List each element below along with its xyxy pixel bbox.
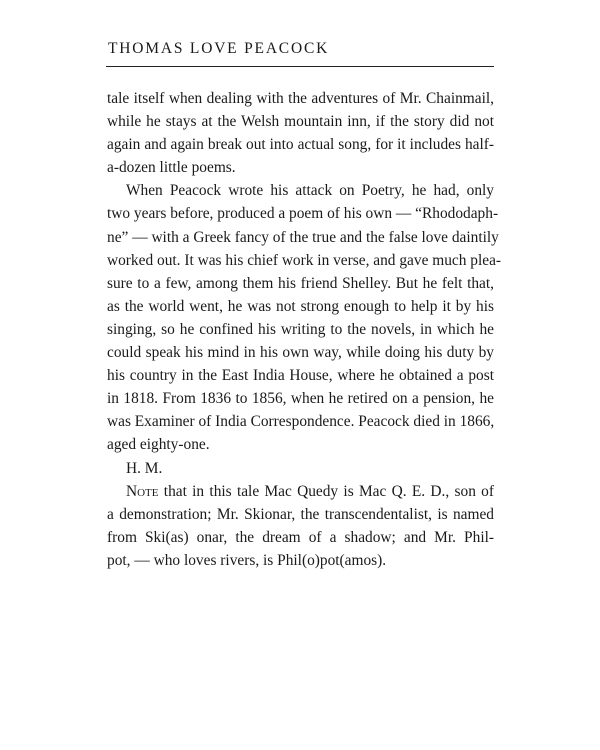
text-line: tale itself when dealing with the adventures of Mr. Chainmail,	[107, 90, 494, 107]
text-line: singing, so he confined his writing to the novels, in which he	[107, 320, 494, 338]
text-line: could speak his mind in his own way, while doing his duty by	[107, 344, 494, 362]
signature-initials: H. M.	[126, 459, 163, 477]
text-line: aged eighty-one.	[107, 436, 210, 454]
header-rule	[106, 66, 494, 67]
text-line: a-dozen little poems.	[107, 159, 236, 177]
running-head: THOMAS LOVE PEACOCK	[108, 40, 330, 57]
text-line: his country in the East India House, where he obtained a post	[107, 367, 494, 385]
text-line: ne” — with a Greek fancy of the true and the false love daintily	[107, 228, 499, 246]
text-line: a demonstration; Mr. Skionar, the transcendentalist, is named	[107, 505, 494, 523]
text-line: When Peacock wrote his attack on Poetry, he had, only	[126, 182, 494, 200]
body-text	[107, 87, 502, 572]
text-line: pot, — who loves rivers, is Phil(o)pot(amos).	[107, 551, 387, 569]
text-line: in 1818. From 1836 to 1856, when he retired on a pension, he	[107, 390, 494, 408]
text-line: from Ski(as) onar, the dream of a shadow; and Mr. Phil-	[107, 528, 494, 546]
text-line: two years before, produced a poem of his own — “Rhododaph-	[107, 205, 499, 223]
text-line: while he stays at the Welsh mountain inn, if the story did not	[107, 113, 494, 131]
text-line: sure to a few, among them his friend Shelley. But he felt that,	[107, 274, 494, 292]
text-line: again and again break out into actual song, for it includes half-	[107, 136, 494, 154]
note-line	[107, 480, 494, 503]
note-label: Note	[126, 482, 159, 500]
note-text: that in this tale Mac Quedy is Mac Q. E. D., son of	[158, 482, 494, 500]
text-line: as the world went, he was not strong enough to help it by his	[107, 297, 494, 315]
text-line: worked out. It was his chief work in verse, and gave much plea-	[107, 251, 502, 269]
text-line: was Examiner of India Correspondence. Peacock died in 1866,	[107, 413, 495, 431]
